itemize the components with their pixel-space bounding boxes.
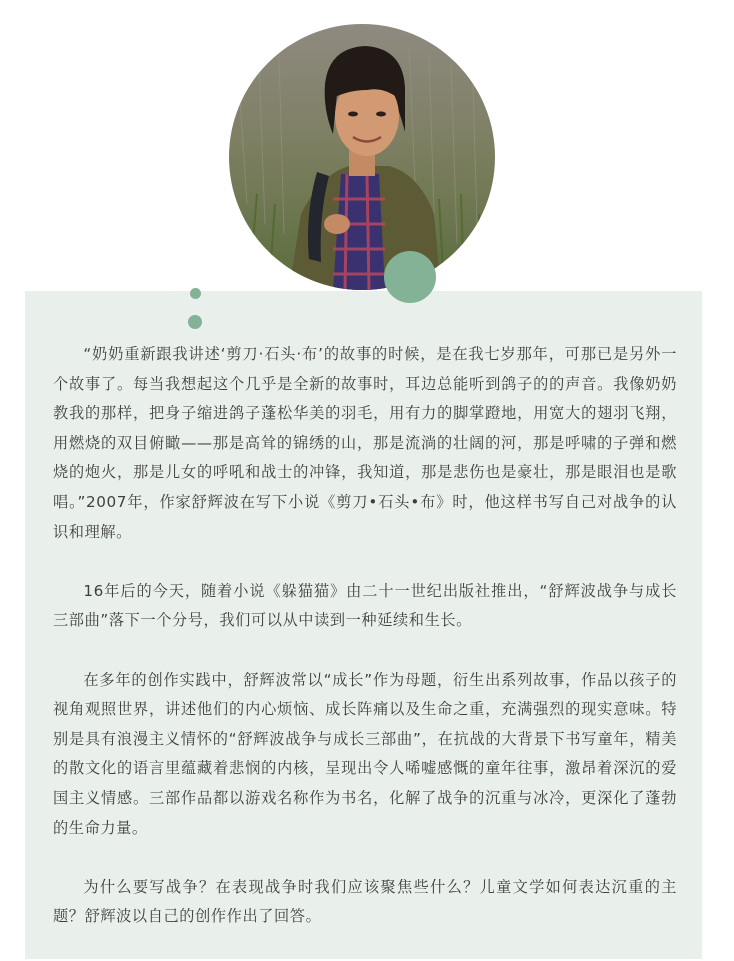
decorative-dot-small [188, 315, 202, 329]
author-photo [229, 24, 495, 290]
article-paragraph: 16年后的今天，随着小说《躲猫猫》由二十一世纪出版社推出，“舒辉波战争与成长三部曲”落下一个分号，我们可以从中读到一种延续和生长。 [53, 581, 677, 630]
article-paragraph: 在多年的创作实践中，舒辉波常以“成长”作为母题，衍生出系列故事，作品以孩子的视角观照世界，讲述他们的内心烦恼、成长阵痛以及生命之重，充满强烈的现实意味。特别是具有浪漫主义情怀的“舒辉波战争与成长三部曲”，在抗战的大背景下书写童年，精美的散文化的语言里蕴藏着悲悯的内核，呈现出令人唏嘘感慨的童年往事，激昂着深沉的爱国主义情感。三部作品都以游戏名称作为书名，化解了战争的沉重与冰冷，更深化了蓬勃的生命力量。 [53, 670, 677, 837]
article-paragraph: 为什么要写战争？在表现战争时我们应该聚焦些什么？儿童文学如何表达沉重的主题？舒辉波以自己的创作作出了回答。 [53, 877, 677, 926]
author-photo-illustration [229, 24, 495, 290]
article-paragraph: “奶奶重新跟我讲述‘剪刀·石头·布’的故事的时候，是在我七岁那年，可那已是另外一个故事了。每当我想起这个几乎是全新的故事时，耳边总能听到鸽子的的声音。我像奶奶教我的那样，把身子缩进鸽子蓬松华美的羽毛，用有力的脚掌蹬地，用宽大的翅羽飞翔，用燃烧的双目俯瞰——那是高耸的锦绣的山，那是流淌的壮阔的河，那是呼啸的子弹和燃烧的炮火，那是儿女的呼吼和战士的冲锋，我知道，那是悲伤也是豪壮，那是眼泪也是歌唱。”2007年，作家舒辉波在写下小说《剪刀•石头•布》时，他这样书写自己对战争的认识和理解。 [53, 345, 677, 541]
article-body [53, 340, 677, 961]
decorative-circle-large [384, 251, 436, 303]
decorative-dot-small [190, 288, 201, 299]
